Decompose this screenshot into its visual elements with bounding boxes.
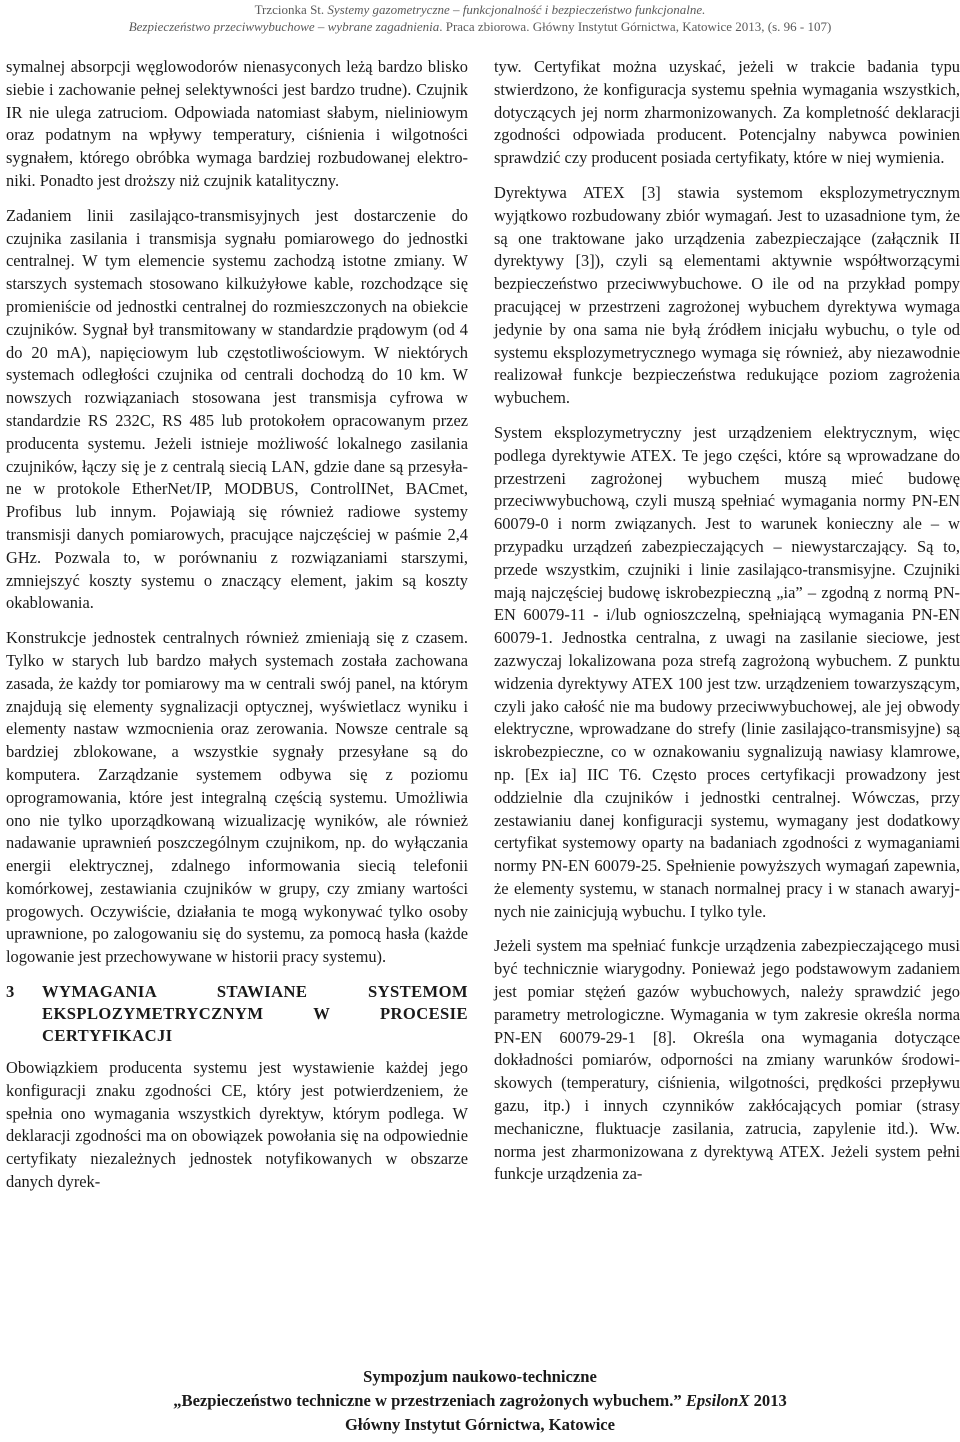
left-column xyxy=(6,56,468,1194)
paragraph: Konstrukcje jednostek centralnych również zmieniają się z czasem. Tylko w starych lub bardzo małych systemach została zachowana zasada, że każdy tor pomiarowy ma w centrali swój panel, na którym znajdują się elementy sygnalizacji optycznej, wyświetlacz wyniku i elementy nastaw wzmocnienia oraz zerowania. Nowsze centrale są bardziej zblokowane, a wszystkie sygnały przesyłane są do komputera. Zarządzanie systemem odbywa się z poziomu oprogramowania, które jest integralną częścią systemu. Umożliwia ono nie tylko uporządkowaną wizualizację wyników, ale również nadawanie uprawnień poszczególnym czujnikom, np. do wyłączania energii elektrycznej, zdalnego informowania siecią telefonii komórkowej, zestawiania czujników w grupy, czy zmiany wartości progowych. Oczywiście, działania te mogą wykonywać tylko osoby uprawnione, po zalogowaniu się do systemu, za pomocą hasła (każde logowanie jest przechowywane w historii pracy systemu). xyxy=(6,628,468,967)
header-citation-line-2 xyxy=(0,18,960,35)
right-column xyxy=(494,56,960,1186)
paragraph: tyw. Certyfikat można uzyskać, jeżeli w trakcie badania typu stwierdzono, że konfiguracja systemu spełnia wymagania wszystkich, dotyczących jej norm zharmonizowanych. Za kompletność deklaracji zgodności odpowiada producent. Potencjalny nabywca powinien sprawdzić czy producent posiada certyfikaty, które w niej wymienia. xyxy=(494,57,960,168)
section-heading xyxy=(6,981,468,1047)
section-number: 3 xyxy=(6,982,15,1002)
header-publisher: . Praca zbiorowa. Główny Instytut Górnictwa, Katowice 2013, (s. 96 - 107) xyxy=(439,19,832,34)
header-book-title: Bezpieczeństwo przeciwwybuchowe – wybrane zagadnienia xyxy=(128,19,440,34)
paragraph: Dyrektywa ATEX [3] stawia systemom eksplozymetrycznym wyjątkowo rozbudowany zbiór wymagań. Jest to uzasadnione tym, że są one traktowane jako urządzenia zabezpieczające (załącznik II dyrektywy [3]), czyli są elementami aktywnie współtworzącymi bezpieczeństwo przeciwwybuchowe. O ile od na przykład pompy pracującej w przestrzeni zagrożonej wybuchem dyrektywa wymaga jedynie by ona sama nie byłą źródłem inicjału wybuchu, o tyle od systemu eksplozymetrycznego wymaga się również, aby niezawodnie realizował funkcje bezpieczeństwa redukujące poziom zagrożenia wybuchem. xyxy=(494,182,960,408)
paragraph: System eksplozymetryczny jest urządzeniem elektrycznym, więc podlega dyrektywie ATEX. Te jego części, które są wprowadzane do przestrzeni zagrożonej wybuchem muszą mieć budowę przeciwwybuchową, czyli muszą spełniać wymagania normy PN-EN 60079-0 i norm związanych. Jest to warunek konieczny ale – w przypadku urządzeń zabezpieczających – niewystarczający. Są to, przede wszystkim, czujniki i linie zasilająco-transmisyjne. Czujniki mają najczęściej budowę iskrobezpieczną „ia” – zgodną z normą PN-EN 60079-11 - i/lub ognioszczelną, spełniającą wymagania PN-EN 60079-1. Jednostka centralna, z uwagi na zasilanie sieciowe, jest zazwyczaj lokalizowana poza strefą zagrożoną wybuchem. Z punktu widzenia dyrektywy ATEX 100 jest tzw. urządzeniem towarzyszącym, czyli jako całość nie ma budowy przeciwwybuchowej, ale jej obwody elektryczne, wprowadzane do strefy (linie zasilająco-transmisyjne) są iskrobezpieczne, co w oznakowaniu sygnalizują nawiasy klamrowe, np. [Ex ia] IIC T6. Często proces certyfikacji prowadzony jest oddzielnie dla czujników i jednostki centralnej. Wówczas, przy zestawianiu danej konfiguracji systemu, wymagany jest dodatkowy certyfikat systemowy oparty na badaniach zgodności z wymaganiami normy PN-EN 60079-25. Spełnienie powyższych wymagań zapewnia, że elementy systemu, w stanach normalnej pracy i w stanach awaryjnych nie zainicjują wybuchu. I tylko tyle. xyxy=(494,422,960,921)
page-footer xyxy=(0,1365,960,1437)
page-header xyxy=(0,0,960,35)
footer-symposium: Sympozjum naukowo-techniczne xyxy=(363,1367,597,1386)
paragraph: symalnej absorpcji węglowodorów nienasyconych leżą bardzo blisko siebie i zachowanie pełnej selektywności jest bardzo trudne). Czujnik IR nie ulega zatruciom. Odpowiada natomiast słabym, nieliniowym oraz podatnym na wpływy temperatury, ciśnienia i wilgotności sygnałem, którego obróbka wymaga bardziej rozbudowanej elektroniki. Ponadto jest droższy niż czujnik katalityczny. xyxy=(6,57,468,190)
paragraph: Jeżeli system ma spełniać funkcje urządzenia zabezpieczającego musi być technicznie wiarygodny. Ponieważ jego podstawowym zadaniem jest pomiar stężeń gazów wybuchowych, należy sprawdzić jego parametry metrologiczne. Wymagania w tym zakresie określa norma PN-EN 60079-29-1 [8]. Określa ona wymagania dotyczące dokładności pomiarów, odporności na zmiany warunków środowiskowych (temperatury, ciśnienia, wilgotności, prędkości przepływu gazu, itp.) i innych czynników zakłócających pomiar (strasy mechaniczne, fluktuacje zasilania, zatrucia, zapylenie itd.). Ww. norma jest zharmonizowana z dyrektywą ATEX. Jeżeli system pełni funkcje urządzenia za- xyxy=(494,936,960,1184)
header-author: Trzcionka St. xyxy=(254,2,328,17)
footer-year: 2013 xyxy=(749,1391,787,1410)
paragraph: Zadaniem linii zasilająco-transmisyjnych jest dostarczenie do czujnika zasilania i transmisja sygnału pomiarowego do jednostki centralnej. W tym elemencie systemu zachodzą istotne zmiany. W starszych systemach stosowano kilkużyłowe kable, rozchodzące się promieniście od jednostki centralnej do rozmieszczonych na obiekcie czujników. Sygnał był transmitowany w standardzie prądowym (od 4 do 20 mA), napięciowym lub częstotliwościowym. W niektórych systemach odległości czujnika od centrali dochodzą do 10 km. W nowszych rozwiązaniach stosowana jest transmisja cyfrowa w standardzie RS 232C, RS 485 lub protokołem opracowanym przez producenta systemu. Jeżeli istnieje możliwość lokalnego zasilania czujników, łączy się je z centralą siecią LAN, gdzie dane są przesyłane w protokole EtherNet/IP, MODBUS, ControlINet, BACmet, Profibus lub innym. Pojawiają się również radiowe systemy transmisji danych pomiarowych, pracujące najczęściej w paśmie 2,4 GHz. Pozwala to, w porównaniu z rozwiązaniami starszymi, zmniejszyć koszty systemu o znaczący element, jakim są koszty okablowania. xyxy=(6,205,468,613)
section-title: WYMAGANIA STAWIANE SYSTEMOM EKSPLOZYMETRYCZNYM W PROCESIE CERTYFIKACJI xyxy=(42,982,468,1046)
footer-brand: EpsilonX xyxy=(685,1391,750,1410)
footer-institute: Główny Instytut Górnictwa, Katowice xyxy=(344,1415,616,1434)
header-citation-line-1 xyxy=(0,1,960,18)
footer-conference-name: „Bezpieczeństwo techniczne w przestrzeniach zagrożonych wybuchem.” xyxy=(173,1391,686,1410)
header-article-title: Systemy gazometryczne – funkcjonalność i bezpieczeństwo funkcjonalne. xyxy=(327,2,706,17)
paragraph: Obowiązkiem producenta systemu jest wystawienie każdej jego konfiguracji znaku zgodności CE, który jest potwierdzeniem, że spełnia ono wymagania wszystkich dyrektyw, którym podlega. W deklaracji zgodności ma on obowiązek powołania się na odpowiednie certyfikaty niezależnych jednostek notyfikowanych w obszarze danych dyrek- xyxy=(6,1058,468,1192)
footer-conference-title xyxy=(0,1389,960,1413)
